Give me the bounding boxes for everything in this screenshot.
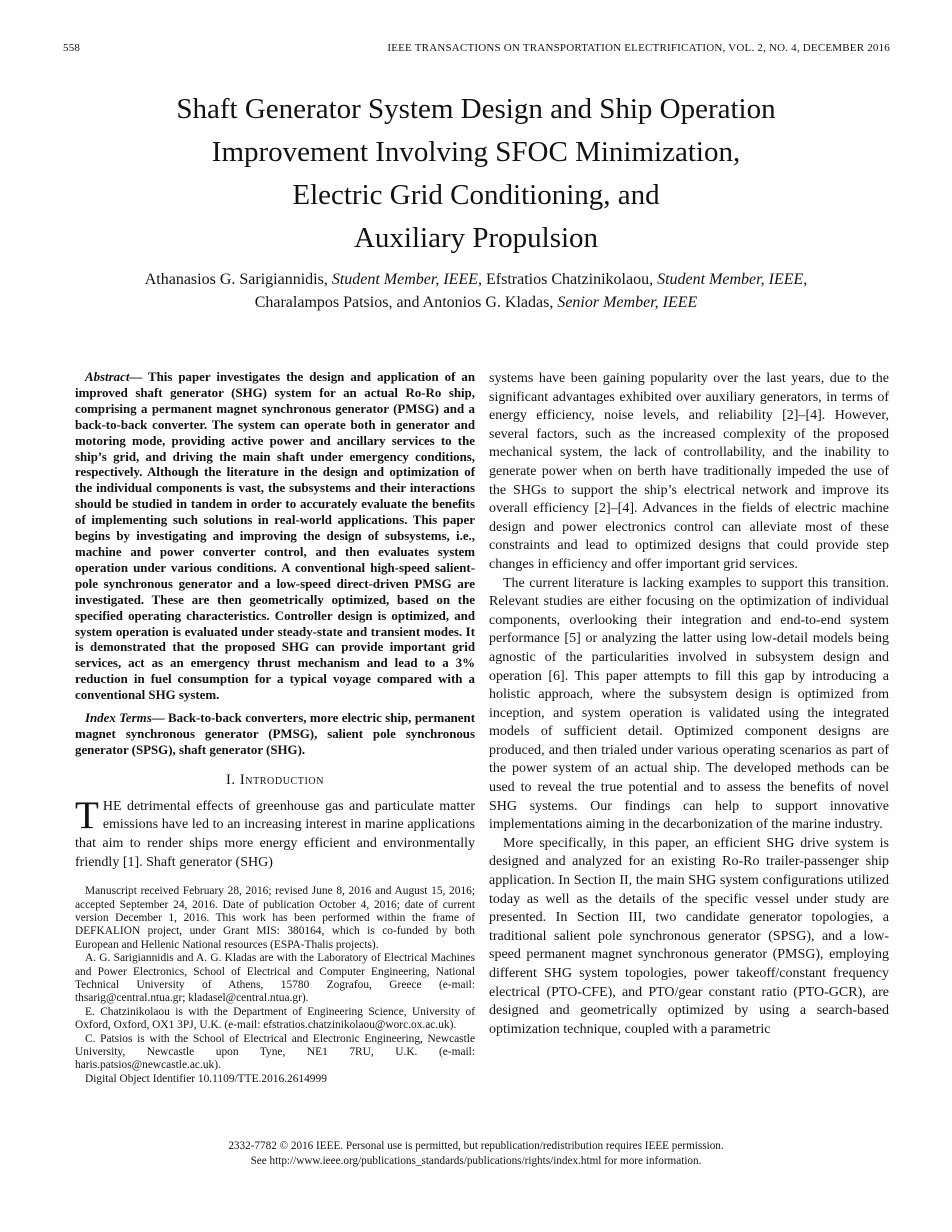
copyright-line: 2332-7782 © 2016 IEEE. Personal use is permitted, but republication/redistribution requires IEEE permission. [228, 1140, 724, 1152]
footnote-doi: Digital Object Identifier 10.1109/TTE.2016.2614999 [85, 1072, 327, 1085]
index-terms-label: Index Terms— [85, 711, 165, 726]
author-name: Athanasios G. Sarigiannidis, [144, 271, 332, 288]
drop-cap: T [75, 793, 99, 837]
index-terms-paragraph [75, 711, 475, 759]
author-list [0, 268, 952, 314]
title-line-2: Improvement Involving SFOC Minimization, [211, 136, 741, 168]
author-line-1 [0, 268, 952, 291]
page-number: 558 [63, 42, 81, 54]
title-line-1: Shaft Generator System Design and Ship Operation [176, 93, 776, 125]
author-name: Charalampos Patsios, and Antonios G. Kladas, [254, 294, 558, 311]
footnote-affiliation-patsios: C. Patsios is with the School of Electrical and Electronic Engineering, Newcastle University, Newcastle upon Tyne, NE1 7RU, U.K. (e-mail: haris.patsios@newcastle.ac.uk). [75, 1032, 475, 1072]
body-paragraph: More specifically, in this paper, an efficient SHG drive system is designed and analyzed for an existing Ro-Ro trailer-passenger ship application. In Section II, the main SHG system configurations utilized today as well as the details of the specific vessel under study are presented. In Section III, two candidate generator topologies, a traditional salient pole synchronous generator (SPSG), and a low-speed permanent magnet synchronous generator (PMSG), employing different SHG system topologies, power takeoff/constant frequency electrical (PTO-CFE), and PTO/gear constant ratio (PTO-GCR), are designed and geometrically optimized by using a search-based optimization technique, coupled with a parametric [489, 835, 889, 1037]
author-separator: , [803, 271, 808, 288]
author-membership: Senior Member, IEEE [557, 294, 698, 311]
abstract-text: This paper investigates the design and application of an improved shaft generator (SHG) system for an actual Ro-Ro ship, comprising a permanent magnet synchronous generator (PMSG) and a back-to-back converter. The system can operate both in generator and motoring mode, providing active power and ancillary services to the ship’s grid, and driving the main shaft under emergency conditions, respectively. Although the literature in the design and optimization of the individual components is vast, the subsystems and their interactions should be studied in tandem in order to accurately evaluate the benefits of implementing such solutions in real-world applications. This paper begins by investigating and improving the design of subsystems, i.e., machine and power converter control, and then evaluates system operation under various conditions. A conventional high-speed salient-pole synchronous generator and a low-speed direct-driven PMSG are investigated. These are then geometrically optimized, based on the specified operating characteristics. Controller design is optimized, and system operation is evaluated under steady-state and transient modes. It is demonstrated that the proposed SHG can provide important grid services, act as an emergency thrust mechanism and lead to a 3% reduction in fuel consumption for a typical voyage compared with a conventional SHG system. [75, 370, 475, 703]
rights-url-line: See http://www.ieee.org/publications_standards/publications/rights/index.html for more information. [250, 1154, 702, 1167]
right-column [489, 370, 889, 1086]
journal-header: IEEE TRANSACTIONS ON TRANSPORTATION ELECTRIFICATION, VOL. 2, NO. 4, DECEMBER 2016 [387, 42, 890, 54]
left-column [75, 370, 475, 1086]
abstract-label: Abstract— [85, 370, 143, 384]
first-page-footnotes [75, 885, 475, 1086]
paper-title [0, 88, 952, 260]
author-membership: Student Member, IEEE [657, 271, 804, 288]
body-paragraph: The current literature is lacking examples to support this transition. Relevant studies are either focusing on the optimization of individual components, overlooking their integration and end-to-end system performance [5] or analyzing the latter using low-detail models being agnostic of the particularities involved in subsystem design and operation [6]. This paper attempts to fill this gap by introducing a holistic approach, where the subsystem design is optimized from inception, and system operation is validated using the integrated models of sufficient detail. Optimized component designs are produced, and then trialed under various operating scenarios as part of the power system of an actual ship. The developed methods can be used to reveal the true potential and to assess the benefits of novel SHG systems. Our findings can help to support innovative implementations aiming in the decarbonization of the marine industry. [489, 575, 889, 833]
index-terms-text: Back-to-back converters, more electric ship, permanent magnet synchronous generator (PMSG), salient pole synchronous generator (SPSG), shaft generator (SHG). [75, 711, 475, 757]
copyright-footer [0, 1139, 952, 1168]
author-membership: Student Member, IEEE [331, 271, 478, 288]
footnote-manuscript-history: Manuscript received February 28, 2016; revised June 8, 2016 and August 15, 2016; accepted September 24, 2016. Date of publication October 4, 2016; date of current version December 1, 2016. This work has been performed within the frame of DEFKALION project, under Grant MIS: 380164, which is co-funded by both European and Hellenic National resources (ESPA-Thalis projects). [75, 885, 475, 951]
abstract-paragraph [75, 370, 475, 704]
title-line-3: Electric Grid Conditioning, and [292, 179, 660, 211]
footnote-affiliation-chatzinikolaou: E. Chatzinikolaou is with the Department of Engineering Science, University of Oxford, Oxford, OX1 3PJ, U.K. (e-mail: efstratios.chatzinikolaou@worc.ox.ac.uk). [75, 1005, 475, 1032]
body-paragraph: systems have been gaining popularity over the last years, due to the significant advantages exhibited over auxiliary generators, in terms of energy efficiency, noise levels, and reliability [2]–[4]. However, several factors, such as the increased complexity of the proposed mechanical system, the lack of controllability, and the inability to generate power when on berth have traditionally impeded the use of the SHGs to support the ship’s electrical network and improve its overall efficiency [2]–[4]. Advances in the fields of electric machine design and power electronics control can alleviate most of these constraints and lead to optimized designs that could provide step changes in efficiency and offer important grid services. [489, 371, 889, 572]
intro-paragraph [75, 793, 475, 872]
author-name: , Efstratios Chatzinikolaou, [478, 271, 658, 288]
running-head [63, 42, 890, 54]
two-column-body [75, 370, 889, 1086]
footnote-affiliation-sarigiannidis-kladas: A. G. Sarigiannidis and A. G. Kladas are with the Laboratory of Electrical Machines and Power Electronics, School of Electrical and Computer Engineering, National Technical University of Athens, 15780 Zografou, Greece (e-mail: thsarig@central.ntua.gr; kladasel@central.ntua.gr). [75, 952, 475, 1005]
section-heading-introduction: I. Introduction [225, 771, 325, 788]
author-line-2 [0, 291, 952, 314]
title-line-4: Auxiliary Propulsion [353, 222, 599, 254]
intro-text: HE detrimental effects of greenhouse gas and particulate matter emissions have led to an increasing interest in marine applications that aim to render ships more energy efficient and environmentally friendly [1]. Shaft generator (SHG) [75, 798, 475, 870]
